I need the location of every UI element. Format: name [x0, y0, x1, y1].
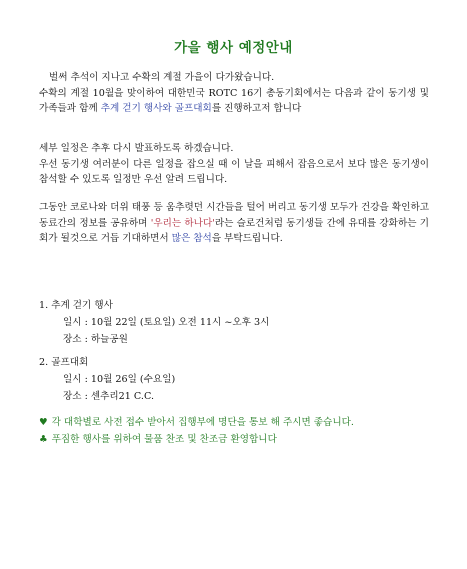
- club-icon: ♣: [39, 434, 48, 445]
- event-golf: [39, 354, 175, 405]
- event-walking-place: 장소 : 하늘공원: [63, 334, 128, 345]
- schedule-line-1: 세부 일정은 추후 다시 발표하도록 하겠습니다.: [39, 143, 234, 154]
- slogan-highlight: '우리는 하나다': [150, 217, 215, 229]
- intro-line-2-text: 수확의 계절 10월을 맞이하여 대한민국 ROTC 16기 총동기회에서는 다음과 같이 동기생 및 가족들과 함께: [39, 87, 429, 114]
- event-golf-heading: 2. 골프대회: [39, 357, 89, 368]
- event-golf-place: 장소 : 센추리21 C.C.: [63, 391, 155, 402]
- notice-registration-text: 각 대학별로 사전 접수 받아서 집행부에 명단을 통보 해 주시면 좋습니다.: [51, 417, 354, 428]
- intro-line-1: 벌써 추석이 지나고 수확의 계절 가을이 다가왔습니다.: [49, 72, 275, 83]
- event-highlight: 추계 걷기 행사와 골프대회: [100, 103, 212, 114]
- intro-paragraph: [39, 70, 429, 117]
- heart-icon: ♥: [39, 417, 48, 428]
- attendance-highlight: 많은 참석: [171, 233, 212, 244]
- page-title: 가을 행사 예정안내: [174, 40, 293, 56]
- schedule-paragraph: [39, 141, 429, 188]
- intro-line-2: [39, 86, 429, 117]
- event-walking-heading: 1. 추계 걷기 행사: [39, 300, 113, 311]
- invitation-mid: 라는 슬로건처럼 동기생들 간에 유대를 강화하는 기회가 될것으로 거듭 기대하면서: [39, 217, 430, 244]
- event-golf-date: 일시 : 10월 26일 (수요일): [63, 374, 176, 385]
- invitation-text: 그동안 코로나와 더위 태풍 등 움추렷던 시간들을 털어 버리고 동기생 모두가 건강을 확인하고 동료간의 정보를 공유하며: [39, 202, 429, 229]
- event-walking-date: 일시 : 10월 22일 (토요일) 오전 11시 ~오후 3시: [63, 317, 270, 328]
- invitation-end: 을 부탁드립니다.: [211, 233, 283, 244]
- event-walking: [39, 297, 269, 348]
- notice-sponsorship-text: 푸짐한 행사를 위하여 물품 찬조 및 찬조금 환영합니다: [51, 434, 277, 445]
- intro-line-2-end: 를 진행하고저 합니다: [211, 103, 302, 114]
- schedule-line-2: 우선 동기생 여러분이 다른 일정을 잡으실 때 이 날을 피해서 잡음으로서 보다 많은 동기생이 참석할 수 있도록 일정만 우선 알려 드립니다.: [39, 158, 429, 185]
- invitation-paragraph: [39, 200, 429, 247]
- notice-sponsorship: [39, 431, 439, 448]
- notice-registration: [39, 414, 439, 431]
